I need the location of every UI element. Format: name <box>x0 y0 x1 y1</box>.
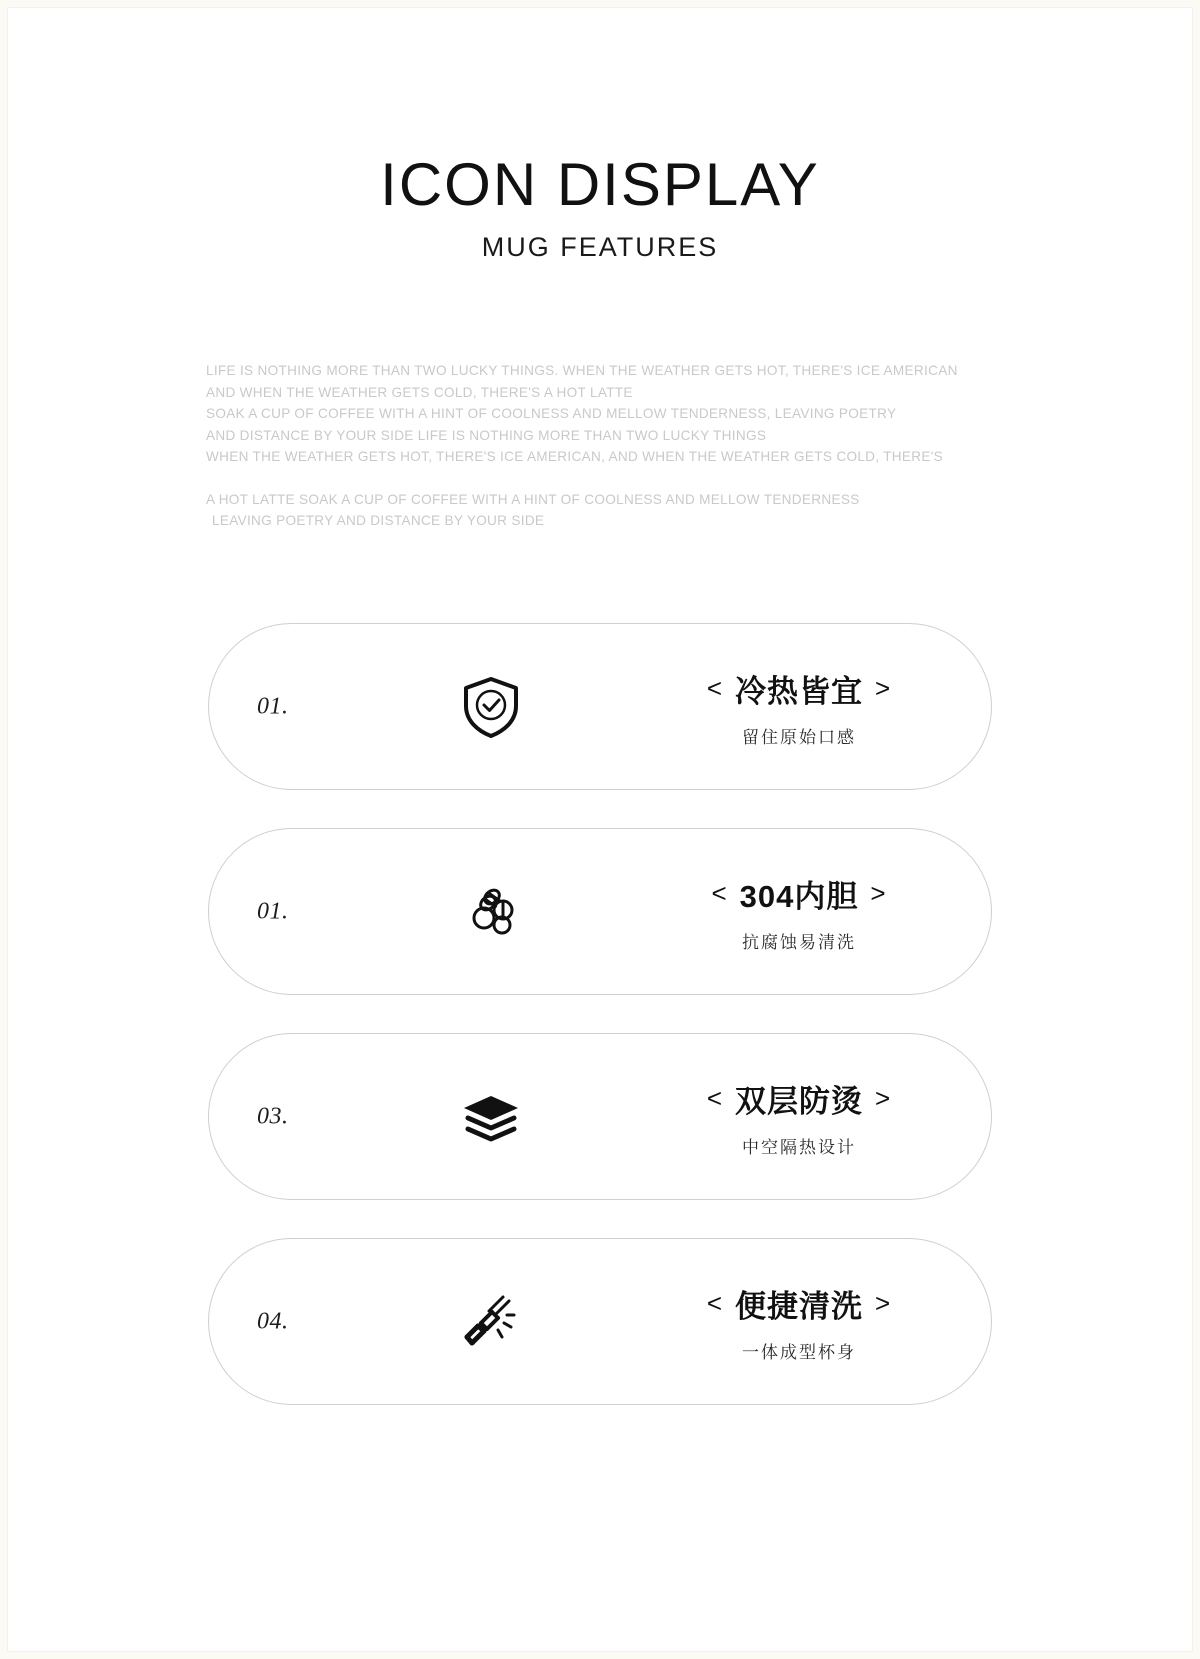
bracket-left-icon: < <box>706 1287 723 1318</box>
card-headline: 304内胆 <box>739 878 859 914</box>
intro-line-4: AND DISTANCE BY YOUR SIDE LIFE IS NOTHING MORE THAN TWO LUCKY THINGS <box>206 427 767 443</box>
shield-check-icon <box>454 670 528 744</box>
card-text-group <box>639 666 959 748</box>
card-headline-row <box>639 666 959 711</box>
feature-card[interactable] <box>208 828 992 995</box>
card-subtitle: 抗腐蚀易清洗 <box>742 932 856 952</box>
card-text-group <box>639 1076 959 1158</box>
card-number: 01. <box>257 898 289 924</box>
feature-card[interactable] <box>208 623 992 790</box>
bracket-left-icon: < <box>711 877 728 908</box>
intro-line-1: LIFE IS NOTHING MORE THAN TWO LUCKY THINGS. WHEN THE WEATHER GETS HOT, THERE'S ICE AMERICAN <box>206 363 958 378</box>
intro-line-6: A HOT LATTE SOAK A CUP OF COFFEE WITH A HINT OF COOLNESS AND MELLOW TENDERNESS <box>206 491 860 507</box>
page-canvas <box>8 8 1192 1651</box>
page-edge-top <box>0 0 1200 8</box>
card-subtitle: 留住原始口感 <box>742 727 856 747</box>
spray-clean-icon <box>454 1285 528 1359</box>
card-headline: 便捷清洗 <box>735 1288 863 1324</box>
feature-card-list <box>8 623 1192 1443</box>
page-edge-bottom <box>0 1651 1200 1659</box>
card-number: 03. <box>257 1103 289 1129</box>
card-headline-row <box>639 871 959 916</box>
feature-card[interactable] <box>208 1033 992 1200</box>
card-subtitle: 中空隔热设计 <box>742 1137 856 1157</box>
bracket-left-icon: < <box>706 1082 723 1113</box>
card-headline: 冷热皆宜 <box>735 673 863 709</box>
card-headline: 双层防烫 <box>735 1083 863 1119</box>
card-number: 04. <box>257 1308 289 1334</box>
card-headline-row <box>639 1076 959 1121</box>
card-number: 01. <box>257 693 289 719</box>
intro-line-3: SOAK A CUP OF COFFEE WITH A HINT OF COOLNESS AND MELLOW TENDERNESS, LEAVING POETRY <box>206 406 897 421</box>
page-edge-right <box>1192 0 1200 1659</box>
intro-paragraph <box>206 360 966 532</box>
page-subtitle: MUG FEATURES <box>481 232 719 262</box>
header <box>8 153 1192 263</box>
layers-icon <box>454 1080 528 1154</box>
bracket-right-icon: > <box>870 877 887 908</box>
bracket-right-icon: > <box>875 1082 892 1113</box>
card-headline-row <box>639 1281 959 1326</box>
bracket-right-icon: > <box>875 1287 892 1318</box>
intro-line-7: LEAVING POETRY AND DISTANCE BY YOUR SIDE <box>212 513 545 528</box>
card-text-group <box>639 1281 959 1363</box>
card-text-group <box>639 871 959 953</box>
page-edge-left <box>0 0 8 1659</box>
bracket-right-icon: > <box>875 672 892 703</box>
intro-line-5: WHEN THE WEATHER GETS HOT, THERE'S ICE AMERICAN, AND WHEN THE WEATHER GETS COLD, THERE'S <box>206 449 944 464</box>
bracket-left-icon: < <box>706 672 723 703</box>
steel-rolls-icon <box>454 875 528 949</box>
feature-card[interactable] <box>208 1238 992 1405</box>
page-title: ICON DISPLAY <box>380 151 820 218</box>
card-subtitle: 一体成型杯身 <box>742 1342 856 1362</box>
intro-line-2: AND WHEN THE WEATHER GETS COLD, THERE'S A HOT LATTE <box>206 384 633 400</box>
intro-spacer <box>206 468 966 489</box>
